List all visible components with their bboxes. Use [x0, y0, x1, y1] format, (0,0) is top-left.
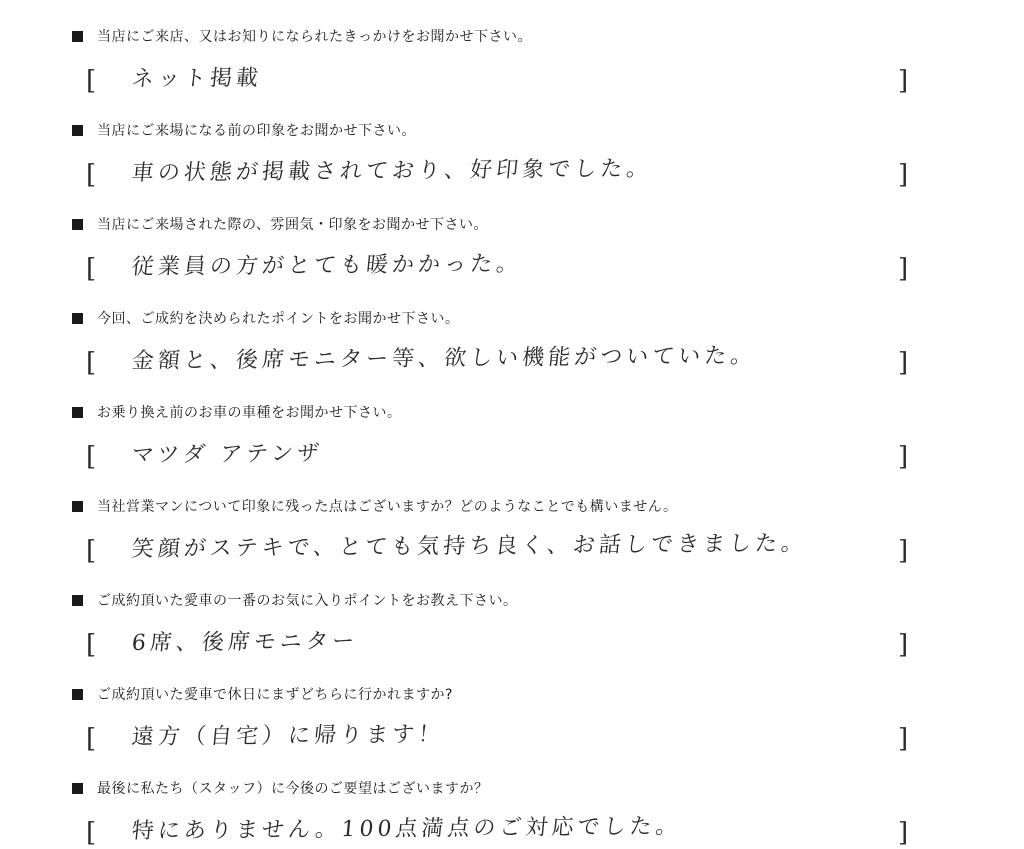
- question-row: [72, 120, 416, 140]
- square-bullet-icon: [72, 783, 83, 794]
- survey-item: [0, 0, 1024, 94]
- question-text: ご成約頂いた愛車で休日にまずどちらに行かれますか?: [97, 687, 453, 703]
- answer-open-bracket: [: [86, 630, 97, 660]
- survey-item: [0, 658, 1024, 752]
- handwritten-answer: 遠方（自宅）に帰ります！: [130, 722, 446, 750]
- answer-open-bracket: [: [86, 348, 97, 378]
- answer-close-bracket: ]: [898, 536, 909, 566]
- survey-item: [0, 376, 1024, 470]
- question-text: お乗り換え前のお車の車種をお聞かせ下さい。: [97, 405, 402, 421]
- survey-item: [0, 564, 1024, 658]
- survey-item: [0, 470, 1024, 564]
- handwritten-answer: マツダ アテンザ: [130, 441, 325, 468]
- answer-close-bracket: ]: [898, 630, 909, 660]
- question-text: 当社営業マンについて印象に残った点はございますか？どのようなことでも構いません。: [97, 499, 678, 515]
- answer-open-bracket: [: [86, 254, 97, 284]
- question-row: [72, 308, 460, 328]
- question-text: 最後に私たち（スタッフ）に今後のご要望はございますか？: [97, 781, 489, 797]
- survey-item: [0, 282, 1024, 376]
- question-text: 当店にご来店、又はお知りになられたきっかけをお聞かせ下さい。: [97, 29, 532, 45]
- answer-close-bracket: ]: [898, 442, 909, 472]
- square-bullet-icon: [72, 31, 83, 42]
- answer-open-bracket: [: [86, 724, 97, 754]
- square-bullet-icon: [72, 313, 83, 324]
- square-bullet-icon: [72, 219, 83, 230]
- question-row: [72, 684, 453, 704]
- handwritten-answer: 車の状態が掲載されており、好印象でした。: [130, 156, 654, 186]
- answer-close-bracket: ]: [898, 254, 909, 284]
- answer-open-bracket: [: [86, 160, 97, 190]
- answer-close-bracket: ]: [898, 348, 909, 378]
- question-text: 当店にご来場になる前の印象をお聞かせ下さい。: [97, 123, 416, 139]
- question-row: [72, 26, 532, 46]
- question-row: [72, 496, 678, 516]
- question-row: [72, 214, 488, 234]
- question-text: 当店にご来場された際の、雰囲気・印象をお聞かせ下さい。: [97, 217, 488, 233]
- question-text: ご成約頂いた愛車の一番のお気に入りポイントをお教え下さい。: [97, 593, 518, 609]
- question-row: [72, 402, 402, 422]
- question-text: 今回、ご成約を決められたポイントをお聞かせ下さい。: [97, 311, 460, 327]
- handwritten-answer: 従業員の方がとても暖かかった。: [130, 251, 524, 280]
- square-bullet-icon: [72, 125, 83, 136]
- handwritten-answer: ネット掲載: [130, 65, 264, 92]
- answer-close-bracket: ]: [898, 818, 909, 848]
- handwritten-answer: 笑顔がステキで、とても気持ち良く、お話しできました。: [130, 531, 809, 562]
- survey-item: [0, 94, 1024, 188]
- answer-close-bracket: ]: [898, 160, 909, 190]
- answer-close-bracket: ]: [898, 66, 909, 96]
- answer-open-bracket: [: [86, 818, 97, 848]
- square-bullet-icon: [72, 689, 83, 700]
- question-row: [72, 590, 518, 610]
- question-row: [72, 778, 489, 798]
- square-bullet-icon: [72, 501, 83, 512]
- square-bullet-icon: [72, 595, 83, 606]
- square-bullet-icon: [72, 407, 83, 418]
- handwritten-answer: 6席、後席モニター: [130, 629, 360, 656]
- survey-item: [0, 752, 1024, 846]
- answer-open-bracket: [: [86, 66, 97, 96]
- survey-item: [0, 188, 1024, 282]
- answer-open-bracket: [: [86, 442, 97, 472]
- answer-open-bracket: [: [86, 536, 97, 566]
- answer-close-bracket: ]: [898, 724, 909, 754]
- handwritten-answer: 金額と、後席モニター等、欲しい機能がついていた。: [130, 343, 758, 374]
- handwritten-answer: 特にありません。100点満点のご対応でした。: [130, 814, 683, 844]
